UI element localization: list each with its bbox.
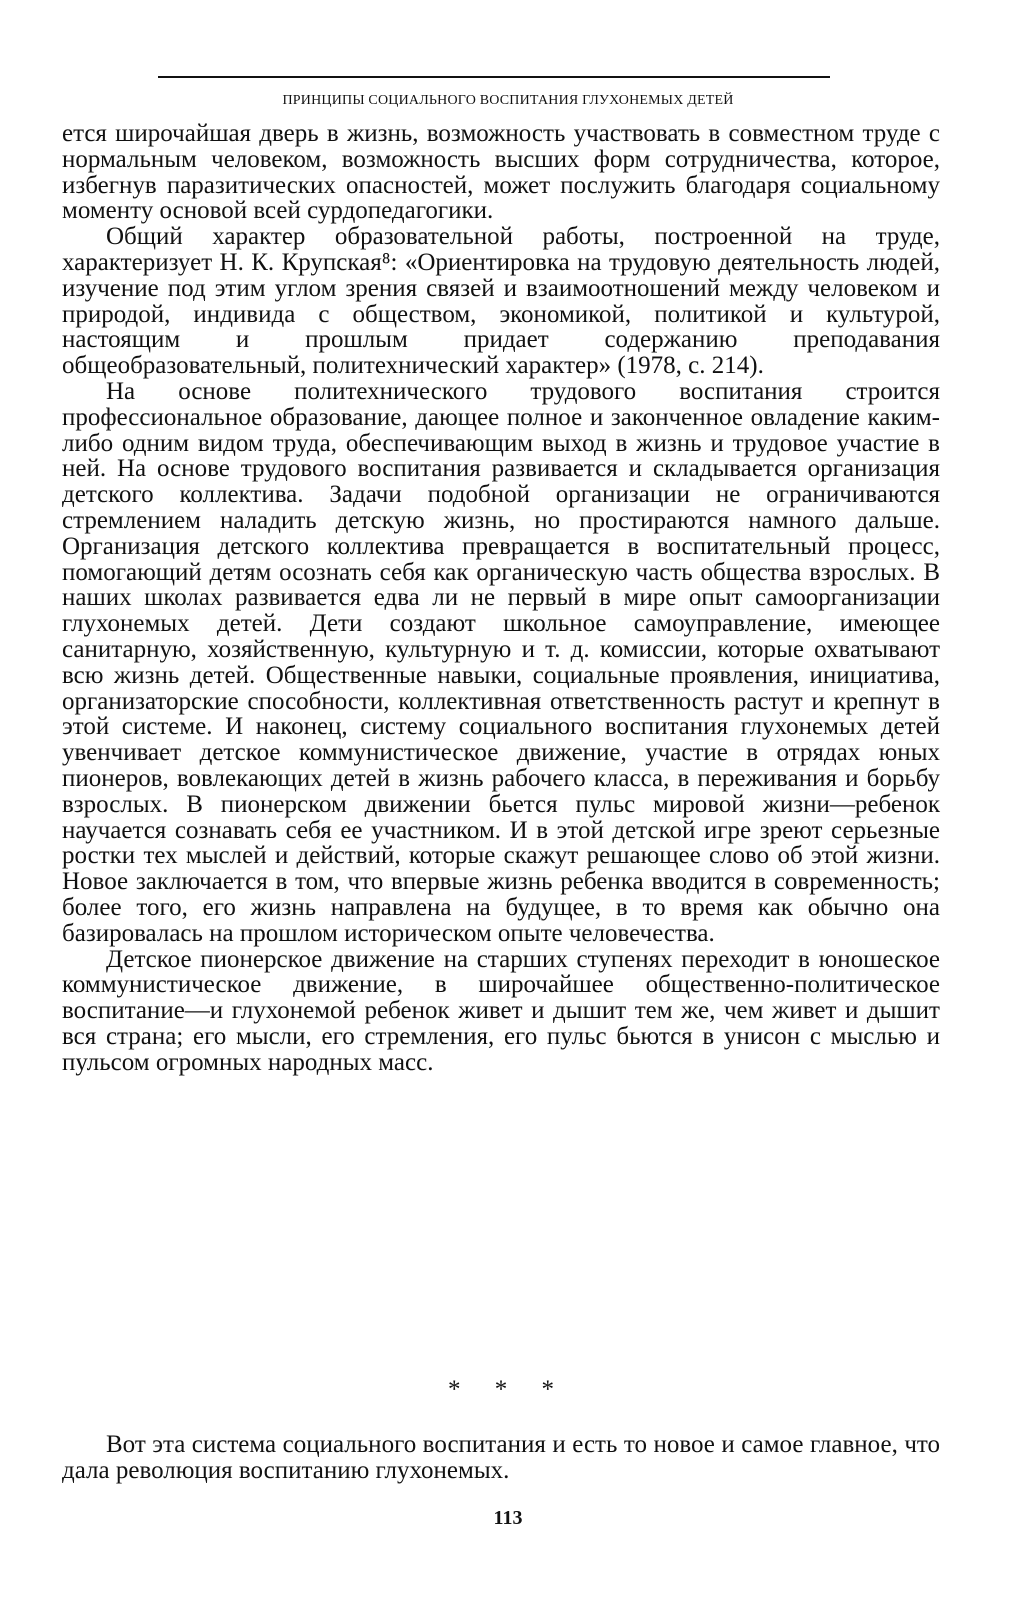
closing-text: [62, 1432, 940, 1484]
page-number: 113: [493, 1507, 523, 1529]
section-separator: * * *: [448, 1376, 568, 1403]
paragraph-krupskaya-quote: Общий характер образовательной работы, построенной на труде, характеризует Н. К. Крупская⁸: «Ориентировка на трудовую деятельность людей, изучение под этим углом зрения связей и взаимоотношений между человеком и природой, индивида с обществом, экономикой, политикой и культурой, настоящим и прошлым придает содержанию преподавания общеобразовательный, политехнический характер» (1978, с. 214).: [62, 223, 940, 380]
paragraph-pioneer-movement: Детское пионерское движение на старших ступенях переходит в юношеское коммунистическое движение, в широчайшее общественно-политическое воспитание—и глухонемой ребенок живет и дышит тем же, чем живет и дышит вся страна; его мысли, его стремления, его пульс бьются в унисон с мыслью и пульсом огромных народных масс.: [62, 945, 940, 1076]
body-text: [62, 121, 940, 1075]
paragraph-closing: Вот эта система социального воспитания и есть то новое и самое главное, что дала революция воспитанию глухонемых.: [62, 1431, 940, 1484]
paragraph-continuation: ется широчайшая дверь в жизнь, возможность участвовать в совместном труде с нормальным человеком, возможность высших форм сотрудничества, которое, избегнув паразитических опасностей, может послужить благодаря социальному моменту основой всей сурдопедагогики.: [62, 120, 940, 225]
header-rule: [158, 76, 830, 78]
paragraph-polytechnic-education: На основе политехнического трудового воспитания строится профессиональное образование, дающее полное и законченное овладение каким-либо одним видом труда, обеспечивающим выход в жизнь и трудовое участие в ней. На основе трудового воспитания развивается и складывается организация детского коллектива. Задачи подобной организации не ограничиваются стремлением наладить детскую жизнь, но простираются намного дальше. Организация детского коллектива превращается в воспитательный процесс, помогающий детям осознать себя как органическую часть общества взрослых. В наших школах развивается едва ли не первый в мире опыт самоорганизации глухонемых детей. Дети создают школьное самоуправление, имеющее санитарную, хозяйственную, культурную и т. д. комиссии, которые охватывают всю жизнь детей. Общественные навыки, социальные проявления, инициатива, организаторские способности, коллективная ответственность растут и крепнут в этой системе. И наконец, систему социального воспитания глухонемых детей увенчивает детское коммунистическое движение, участие в отрядах юных пионеров, вовлекающих детей в жизнь рабочего класса, в переживания и борьбу взрослых. В пионерском движении бьется пульс мировой жизни—ребенок научается сознавать себя ее участником. И в этой детской игре зреют серьезные ростки тех мыслей и действий, которые скажут решающее слово об этой жизни. Новое заключается в том, что впервые жизнь ребенка вводится в современность; более того, его жизнь направлена на будущее, в то время как обычно она базировалась на прошлом историческом опыте человечества.: [62, 377, 940, 947]
running-head: ПРИНЦИПЫ СОЦИАЛЬНОГО ВОСПИТАНИЯ ГЛУХОНЕМЫХ ДЕТЕЙ: [282, 93, 734, 108]
